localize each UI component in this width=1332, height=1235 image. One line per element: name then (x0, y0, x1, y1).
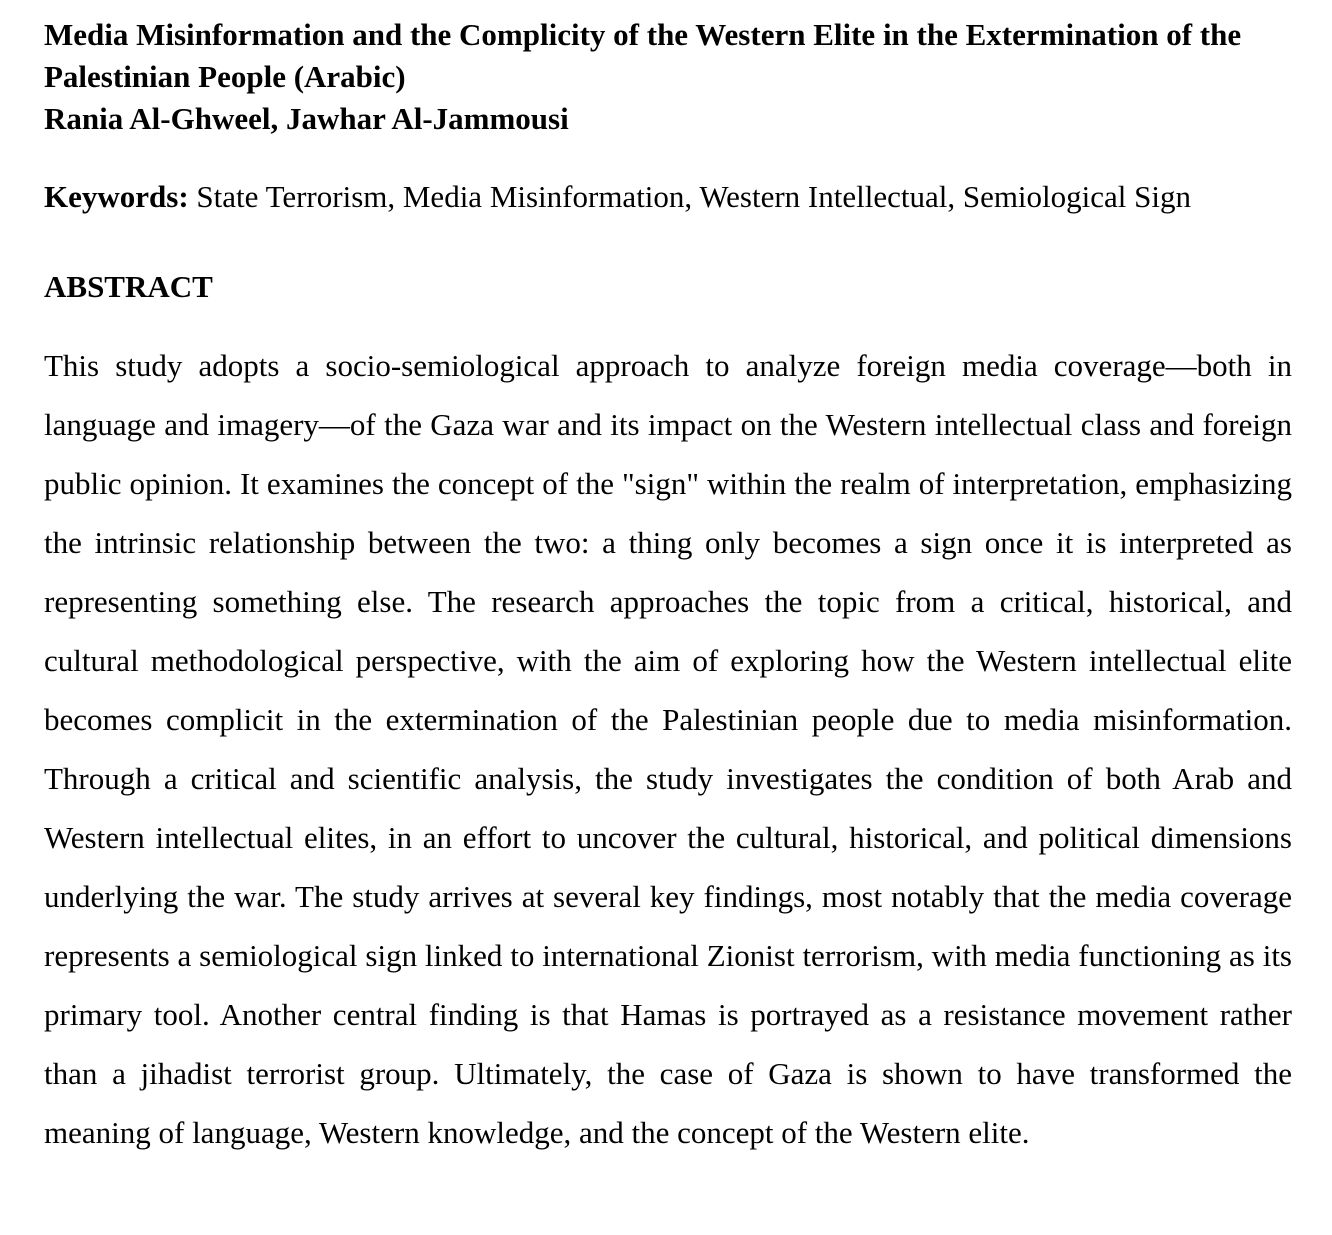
keywords-line (44, 176, 1292, 218)
abstract-body: This study adopts a socio-semiological approach to analyze foreign media coverage—both in language and imagery—of the Gaza war and its impact on the Western intellectual class and foreign public opinion. It examines the concept of the "sign" within the realm of interpretation, emphasizing the intrinsic relationship between the two: a thing only becomes a sign once it is interpreted as representing something else. The research approaches the topic from a critical, historical, and cultural methodological perspective, with the aim of exploring how the Western intellectual elite becomes complicit in the extermination of the Palestinian people due to media misinformation. Through a critical and scientific analysis, the study investigates the condition of both Arab and Western intellectual elites, in an effort to uncover the cultural, historical, and political dimensions underlying the war. The study arrives at several key findings, most notably that the media coverage represents a semiological sign linked to international Zionist terrorism, with media functioning as its primary tool. Another central finding is that Hamas is portrayed as a resistance movement rather than a jihadist terrorist group. Ultimately, the case of Gaza is shown to have transformed the meaning of language, Western knowledge, and the concept of the Western elite. (44, 348, 1292, 1150)
paper-authors: Rania Al-Ghweel, Jawhar Al-Jammousi (44, 101, 569, 136)
document-page (44, 14, 1292, 1162)
abstract-heading: ABSTRACT (44, 269, 213, 304)
keywords-label: Keywords: (44, 179, 189, 214)
keywords-list: State Terrorism, Media Misinformation, Western Intellectual, Semiological Sign (196, 179, 1192, 214)
paper-title: Media Misinformation and the Complicity of the Western Elite in the Extermination of the Palestinian People (Arabic) (44, 17, 1242, 94)
